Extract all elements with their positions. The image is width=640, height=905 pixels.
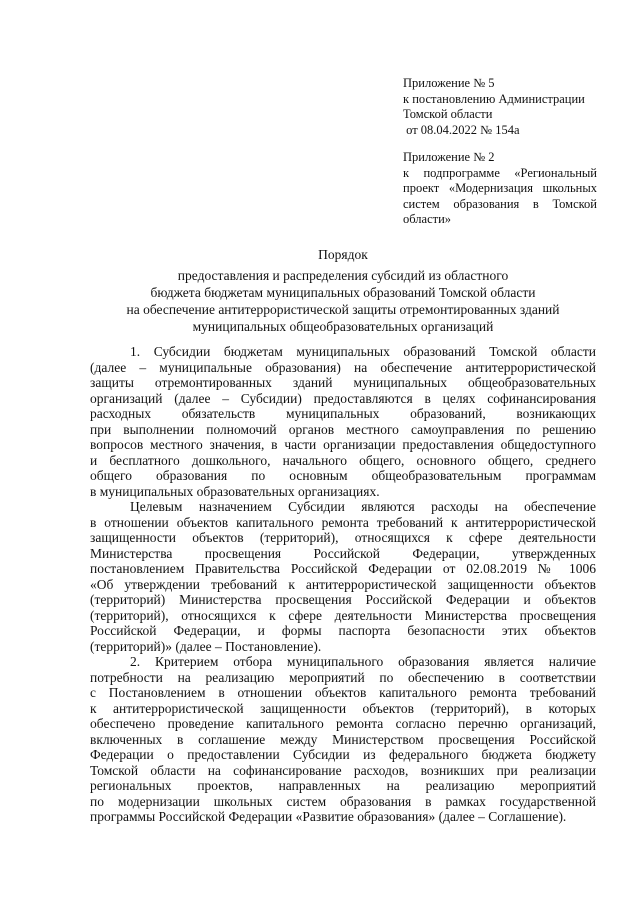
body-line: региональных проектов, направленных на реализацию мероприятий [90,778,596,793]
body-line: Российской Федерации, и формы паспорта безопасности этих объектов [90,623,596,638]
body-line: по модернизации школьных систем образования в рамках государственной [90,793,596,809]
body-line: Целевым назначением Субсидии являются расходы на обеспечение [130,499,596,514]
body-line: постановлением Правительства Российской Федерации от 02.08.2019 № 1006 [90,561,596,576]
body-line: с Постановлением в отношении объектов капитального ремонта требований [90,685,596,700]
body-line: (территорий), относящихся к сфере деятельности Министерства просвещения [90,607,596,623]
document-body [90,344,596,825]
appendix-5-header [403,76,597,138]
body-line: общего образования по основным общеобразовательным программам [90,468,596,483]
appendix-line: проект «Модернизация школьных [403,181,597,195]
body-line: в муниципальных образовательных организациях. [90,483,380,499]
body-line: обеспечено проведение капитального ремонта согласно перечню организаций, [90,716,596,731]
body-line: организаций (далее – Субсидии) предоставляются в целях софинансирования [90,390,596,406]
appendix-line: систем образования в Томской [403,196,597,211]
title-heading: Порядок [318,247,368,262]
body-line: (далее – муниципальные образования) на обеспечение антитеррористической [90,359,596,375]
body-line: защищенности объектов (территорий), относящихся к сфере деятельности [90,530,596,545]
body-line: защиты отремонтированных зданий муниципальных общеобразовательных [90,375,596,390]
body-line: включенных в соглашение между Министерством просвещения Российской [90,731,596,747]
appendix-line: Приложение № 5 [403,76,495,90]
document-title [90,246,596,335]
body-line: Министерства просвещения Российской Федерации, утвержденных [90,545,596,561]
appendix-line: Томской области [403,107,493,121]
appendix-line: от 08.04.2022 № 154а [403,122,520,137]
title-line: предоставления и распределения субсидий из областного [177,268,509,283]
body-line: Федерации о предоставлении Субсидии из федерального бюджета бюджету [90,747,596,762]
body-line: при выполнении полномочий органов местного самоуправления по решению [90,421,596,437]
body-line: Томской области на софинансирование расходов, возникших при реализации [90,762,596,778]
body-line: 1. Субсидии бюджетам муниципальных образований Томской области [130,344,596,359]
title-line: бюджета бюджетам муниципальных образований Томской области [150,285,536,300]
body-line: расходных обязательств муниципальных образований, возникающих [90,406,596,421]
body-line: 2. Критерием отбора муниципального образования является наличие [130,654,596,669]
title-line: на обеспечение антитеррористической защиты отремонтированных зданий [126,302,560,317]
appendix-line: Приложение № 2 [403,150,495,164]
body-line: «Об утверждении требований к антитеррористической защищенности объектов [90,576,596,592]
body-line: программы Российской Федерации «Развитие образования» (далее – Соглашение). [90,809,567,824]
body-line: в отношении объектов капитального ремонта требований к антитеррористической [90,514,596,530]
body-line: и бесплатного дошкольного, начального общего, основного общего, среднего [90,452,596,468]
body-line: (территорий) Министерства просвещения Российской Федерации и объектов [90,592,596,607]
appendix-line: к постановлению Администрации [403,91,585,106]
appendix-line: к подпрограмме «Региональный [403,165,597,180]
body-line: вопросов местного значения, в части организации предоставления общедоступного [90,437,596,452]
appendix-2-header [403,150,597,228]
body-line: потребности на реализацию мероприятий по обеспечению в соответствии [90,669,596,685]
title-line: муниципальных общеобразовательных организаций [192,319,494,334]
appendix-line: области» [403,212,452,226]
body-line: к антитеррористической защищенности объектов (территорий), в которых [90,700,596,716]
body-line: (территорий)» (далее – Постановление). [90,638,322,654]
